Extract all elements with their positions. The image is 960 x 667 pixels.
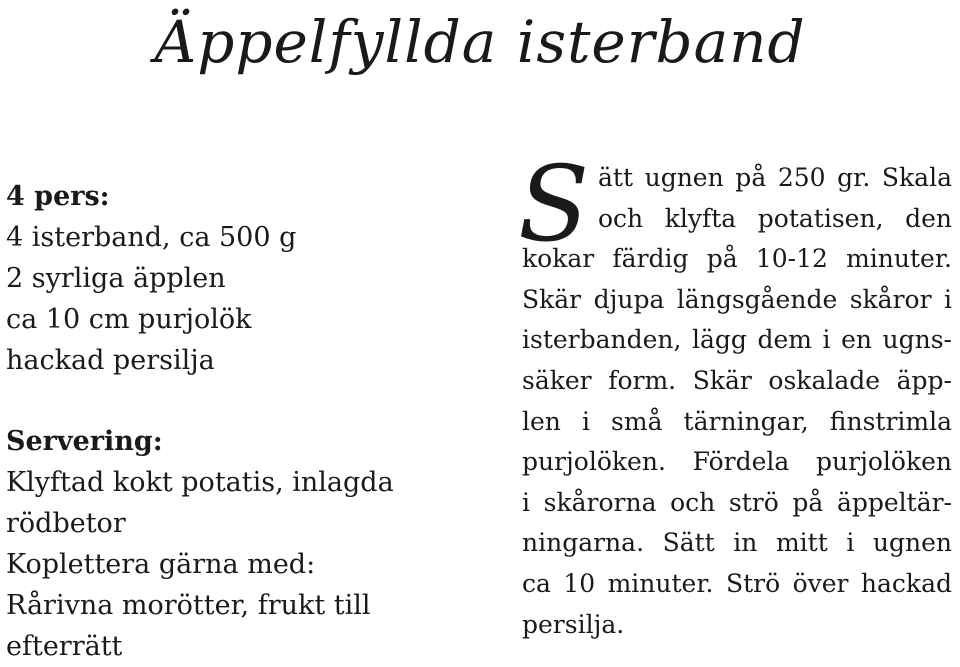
serving-line: efterrätt — [6, 631, 123, 662]
section-gap — [6, 381, 476, 421]
serving-heading: Servering: — [6, 426, 163, 457]
instruction-line: ningarna. Sätt in mitt i ugnen — [522, 528, 952, 558]
ingredient-item: ca 10 cm purjolök — [6, 304, 252, 335]
instruction-line: i skårorna och strö på äppeltär- — [522, 487, 952, 517]
instruction-line: Skär djupa längsgående skåror i — [522, 284, 952, 314]
instruction-line: len i små tärningar, finstrimla — [522, 406, 952, 436]
instruction-line: ätt ugnen på 250 gr. Skala — [598, 163, 952, 192]
serving-line: rödbetor — [6, 508, 126, 539]
ingredients-heading: 4 pers: — [6, 181, 110, 212]
instruction-line: kokar färdig på 10-12 minuter. — [522, 244, 952, 274]
instruction-line: ca 10 minuter. Strö över hackad — [522, 568, 952, 598]
instruction-line: isterbanden, lägg dem i en ugns- — [522, 325, 952, 355]
recipe-title: Äppelfyllda isterband — [154, 8, 806, 76]
ingredient-item: 2 syrliga äpplen — [6, 263, 226, 294]
serving-line: Koplettera gärna med: — [6, 549, 316, 580]
serving-line: Klyftad kokt potatis, inlagda — [6, 467, 394, 498]
instruction-line: persilja. — [522, 609, 625, 639]
instruction-line: purjolöken. Fördela purjolöken — [522, 447, 952, 477]
ingredient-item: hackad persilja — [6, 345, 215, 376]
instruction-line: och klyfta potatisen, den — [598, 203, 952, 233]
ingredient-item: 4 isterband, ca 500 g — [6, 222, 297, 253]
instruction-line: säker form. Skär oskalade äpp- — [522, 365, 952, 395]
serving-line: Rårivna morötter, frukt till — [6, 590, 371, 621]
instructions-column — [518, 143, 952, 645]
ingredients-column — [6, 176, 476, 667]
drop-cap: S — [518, 143, 590, 265]
